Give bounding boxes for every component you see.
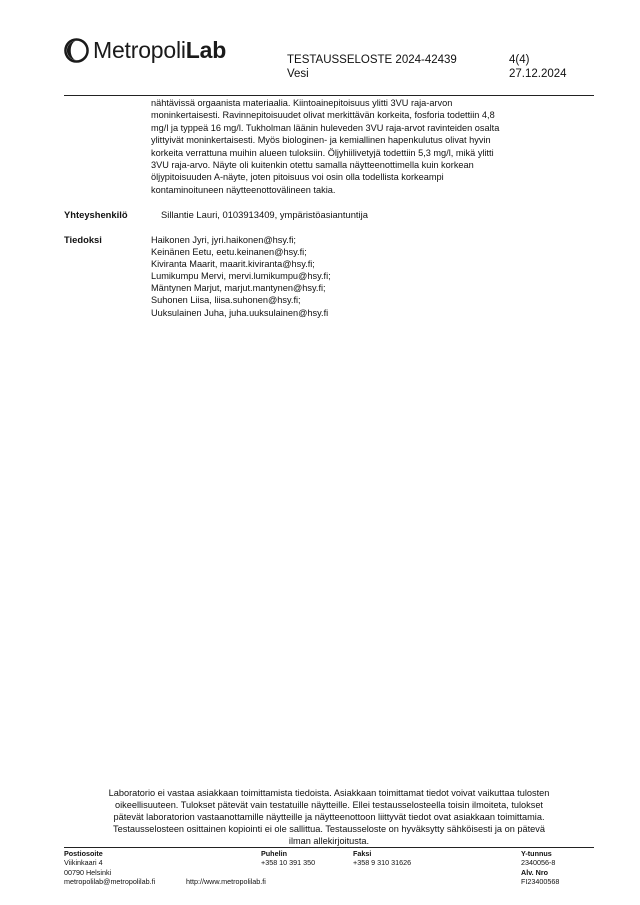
summary-paragraph — [151, 97, 591, 196]
recipient-item: Lumikumpu Mervi, mervi.lumikumpu@hsy.fi; — [151, 271, 331, 282]
disclaimer-line: ilman allekirjoitusta. — [288, 836, 370, 847]
recipient-item: Haikonen Jyri, jyri.haikonen@hsy.fi; — [151, 235, 296, 245]
recipient-item: Mäntynen Marjut, marjut.mantynen@hsy.fi; — [151, 283, 326, 294]
body-line: öljypitoisuuden A-näyte, joten pitoisuus voi osin olla todellista korkeampi — [151, 172, 444, 183]
brand-bold: Lab — [185, 37, 227, 63]
recipients-list — [151, 234, 331, 319]
page-info — [509, 53, 567, 81]
header-divider — [64, 95, 594, 96]
report-header — [287, 53, 457, 81]
footer-fax — [353, 849, 411, 868]
phone-number: +358 10 391 350 — [261, 858, 316, 868]
report-title: TESTAUSSELOSTE 2024-42439 — [287, 54, 457, 66]
company-logo — [64, 37, 226, 64]
recipient-item: Keinänen Eetu, eetu.keinanen@hsy.fi; — [151, 247, 307, 258]
business-id-heading: Y-tunnus — [521, 849, 552, 858]
body-line: moninkertaisesti. Ravinnepitoisuudet olivat merkittävän korkeita, fosforia todettiin 4,8 — [151, 110, 495, 121]
postal-city: 00790 Helsinki — [64, 867, 112, 877]
footer-postal — [64, 849, 266, 887]
body-line: ylittyivät moninkertaisesti. Myös biologinen- ja kemiallinen hapenkulutus olivat hyvin — [151, 135, 491, 146]
brand-name — [93, 37, 226, 64]
report-category: Vesi — [287, 68, 309, 80]
recipients-label: Tiedoksi — [64, 234, 102, 245]
disclaimer-line: pätevät laboratorion vastaanottamille näytteille ja näytteenottoon liittyvät tiedot ovat asiakkaan toimittamia. — [113, 812, 545, 823]
page-number: 4(4) — [509, 54, 530, 66]
fax-number: +358 9 310 31626 — [353, 858, 412, 868]
contact-label: Yhteyshenkilö — [64, 209, 128, 220]
footer-business-id — [521, 849, 559, 887]
brand-regular: Metropoli — [93, 37, 186, 63]
disclaimer-line: Laboratorio ei vastaa asiakkaan toimittamista tiedoista. Asiakkaan toimittamat tiedot voivat vaikuttaa tulosten — [108, 788, 550, 798]
phone-heading: Puhelin — [261, 849, 287, 858]
vat-heading: Alv. Nro — [521, 867, 549, 877]
footer-phone — [261, 849, 315, 868]
recipient-item: Uuksulainen Juha, juha.uuksulainen@hsy.fi — [151, 307, 329, 318]
fax-heading: Faksi — [353, 849, 372, 858]
disclaimer-text — [64, 787, 594, 847]
recipient-item: Kiviranta Maarit, maarit.kiviranta@hsy.fi; — [151, 259, 315, 270]
postal-email: metropolilab@metropolilab.fi — [64, 877, 156, 887]
business-id-value: 2340056-8 — [521, 858, 556, 868]
disclaimer-line: Testausselosteen osittainen kopiointi ei ole sallittua. Testausseloste on hyväksytty sähköisesti ja on pätevä — [113, 824, 545, 835]
contact-person: Sillantie Lauri, 0103913409, ympäristöasiantuntija — [161, 209, 368, 220]
body-line: mg/l ja typpeä 16 mg/l. Tukholman läänin huleveden 3VU raja-arvot ravinteiden osalta — [151, 122, 500, 133]
footer-website-link[interactable]: http://www.metropolilab.fi — [186, 877, 266, 887]
disclaimer-line: oikeellisuuteen. Tulokset pätevät vain testatuille näytteille. Ellei testausselosteella toisin ilmoiteta, tulokset — [115, 800, 543, 811]
report-date: 27.12.2024 — [509, 68, 567, 80]
body-line: 3VU raja-arvo. Näyte oli kuitenkin otettu samalla näytteenottimella kuin korkean — [151, 160, 474, 171]
footer-divider — [64, 847, 594, 848]
metropolilab-logo-icon — [64, 38, 89, 63]
body-line: nähtävissä orgaanista materiaalia. Kiintoainepitoisuus ylitti 3VU raja-arvon — [151, 98, 453, 108]
recipient-item: Suhonen Liisa, liisa.suhonen@hsy.fi; — [151, 295, 301, 306]
postal-street: Viikinkaari 4 — [64, 858, 103, 868]
vat-value: FI23400568 — [521, 877, 560, 887]
body-line: korkeita verrattuna muihin alueen tuloksiin. Öljyhiilivetyjä todettiin 5,3 mg/l, mikä ylitti — [151, 147, 494, 158]
postal-heading: Postiosoite — [64, 849, 103, 858]
body-line: kontaminoituneen näytteenottovälineen takia. — [151, 184, 336, 195]
